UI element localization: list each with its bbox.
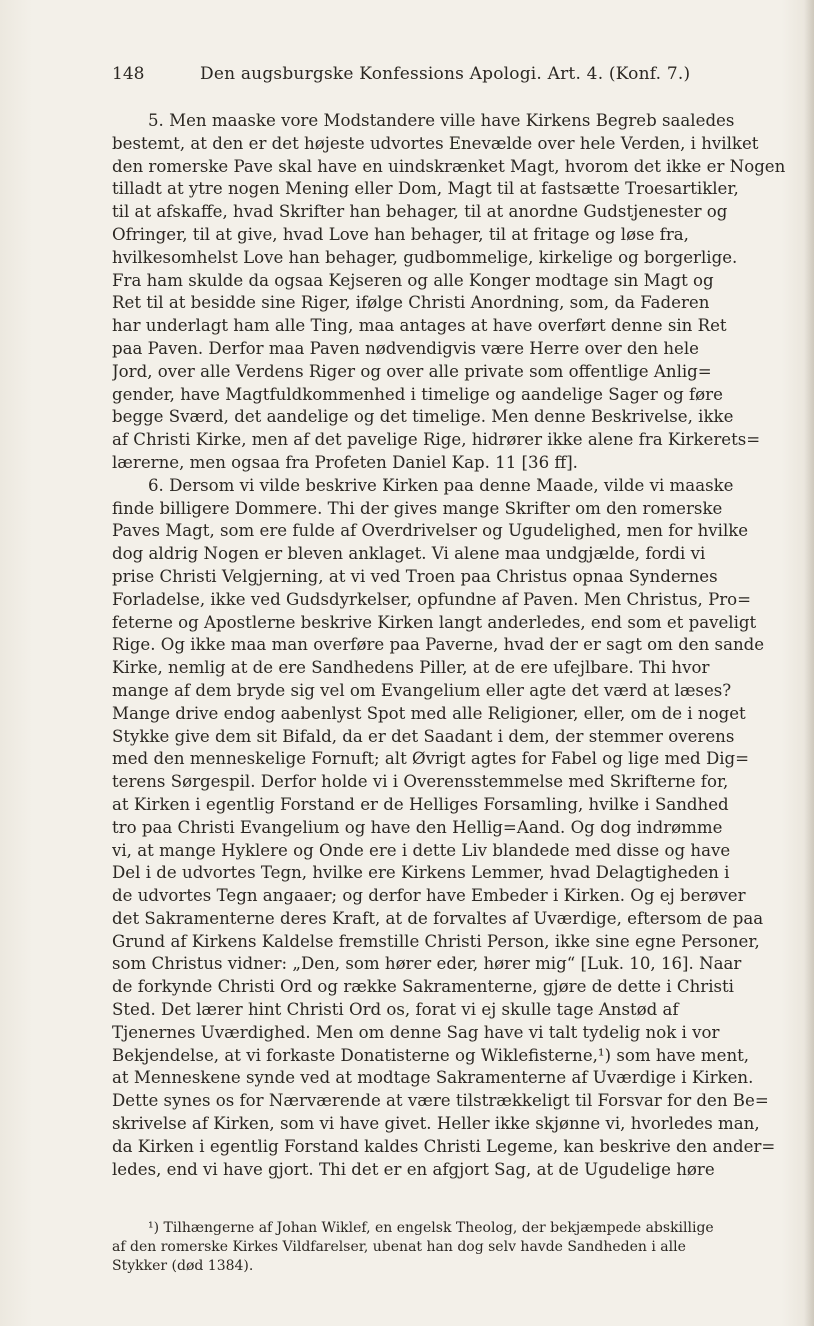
text-line: dog aldrig Nogen er bleven anklaget. Vi alene maa undgjælde, fordi vi	[112, 544, 706, 564]
footnote-line: Stykker (død 1384).	[112, 1258, 254, 1274]
text-line: terens Sørgespil. Derfor holde vi i Overensstemmelse med Skrifterne for,	[112, 772, 729, 792]
text-line: Tjenernes Uværdighed. Men om denne Sag have vi talt tydelig nok i vor	[112, 1022, 720, 1042]
running-head: Den augsburgske Konfessions Apologi. Art. 4. (Konf. 7.)	[200, 64, 691, 84]
text-line: mange af dem bryde sig vel om Evangelium eller agte det værd at læses?	[112, 680, 732, 700]
text-line: bestemt, at den er det højeste udvortes Enevælde over hele Verden, i hvilket	[112, 133, 759, 153]
footnote	[112, 1219, 792, 1276]
text-line: Ret til at besidde sine Riger, ifølge Christi Anordning, som, da Faderen	[112, 293, 710, 313]
text-line: til at afskaffe, hvad Skrifter han behager, til at anordne Gudstjenester og	[112, 202, 728, 222]
text-line: Jord, over alle Verdens Riger og over alle private som offentlige Anlig=	[112, 361, 712, 381]
text-line: de forkynde Christi Ord og række Sakramenterne, gjøre de dette i Christi	[112, 977, 734, 997]
text-line: de udvortes Tegn angaaer; og derfor have Embeder i Kirken. Og ej berøver	[112, 886, 746, 906]
text-line: 5. Men maaske vore Modstandere ville have Kirkens Begreb saaledes	[148, 111, 735, 130]
text-line: skrivelse af Kirken, som vi have givet. Heller ikke skjønne vi, hvorledes man,	[112, 1114, 760, 1134]
footnote-line: af den romerske Kirkes Vildfarelser, ubenat han dog selv havde Sandheden i alle	[112, 1239, 686, 1255]
text-line: Fra ham skulde da ogsaa Kejseren og alle Konger modtage sin Magt og	[112, 270, 714, 290]
text-line: Del i de udvortes Tegn, hvilke ere Kirkens Lemmer, hvad Delagtigheden i	[112, 863, 730, 883]
text-line: Sted. Det lærer hint Christi Ord os, forat vi ej skulle tage Anstød af	[112, 1000, 679, 1020]
text-line: den romerske Pave skal have en uindskrænket Magt, hvorom det ikke er Nogen	[112, 156, 786, 176]
text-line: gender, have Magtfuldkommenhed i timelige og aandelige Sager og føre	[112, 384, 723, 404]
footnote-line: ¹) Tilhængerne af Johan Wiklef, en engelsk Theolog, der bekjæmpede abskillige	[148, 1220, 714, 1236]
text-line: feterne og Apostlerne beskrive Kirken langt anderledes, end som et paveligt	[112, 612, 757, 632]
text-line: har underlagt ham alle Ting, maa antages at have overført denne sin Ret	[112, 316, 727, 336]
text-line: lærerne, men ogsaa fra Profeten Daniel Kap. 11 [36 ff].	[112, 452, 578, 472]
text-line: prise Christi Velgjerning, at vi ved Troen paa Christus opnaa Syndernes	[112, 566, 718, 586]
text-line: Paves Magt, som ere fulde af Overdrivelser og Ugudelighed, men for hvilke	[112, 521, 749, 541]
text-line: Stykke give dem sit Bifald, da er det Saadant i dem, der stemmer overens	[112, 726, 735, 746]
text-line: at Kirken i egentlig Forstand er de Helliges Forsamling, hvilke i Sandhed	[112, 794, 729, 814]
text-line: Ofringer, til at give, hvad Love han behager, til at fritage og løse fra,	[112, 224, 689, 244]
text-line: Dette synes os for Nærværende at være tilstrækkeligt til Forsvar for den Be=	[112, 1091, 769, 1111]
text-line: Grund af Kirkens Kaldelse fremstille Christi Person, ikke sine egne Personer,	[112, 931, 760, 951]
text-line: af Christi Kirke, men af det pavelige Rige, hidrører ikke alene fra Kirkerets=	[112, 430, 761, 450]
text-line: tilladt at ytre nogen Mening eller Dom, Magt til at fastsætte Troesartikler,	[112, 179, 739, 199]
page-number: 148	[112, 64, 145, 84]
body-text	[112, 110, 792, 1181]
text-line: vi, at mange Hyklere og Onde ere i dette Liv blandede med disse og have	[112, 840, 731, 860]
text-line: Rige. Og ikke maa man overføre paa Paverne, hvad der er sagt om den sande	[112, 635, 765, 655]
text-line: Mange drive endog aabenlyst Spot med alle Religioner, eller, om de i noget	[112, 703, 746, 723]
text-line: med den menneskelige Fornuft; alt Øvrigt agtes for Fabel og lige med Dig=	[112, 749, 750, 769]
text-line: ledes, end vi have gjort. Thi det er en afgjort Sag, at de Ugudelige høre	[112, 1159, 715, 1179]
page-header	[112, 64, 691, 90]
text-line: hvilkesomhelst Love han behager, gudbommelige, kirkelige og borgerlige.	[112, 247, 738, 267]
text-line: finde billigere Dommere. Thi der gives mange Skrifter om den romerske	[112, 498, 723, 518]
text-line: da Kirken i egentlig Forstand kaldes Christi Legeme, kan beskrive den ander=	[112, 1136, 776, 1156]
text-line: paa Paven. Derfor maa Paven nødvendigvis være Herre over den hele	[112, 338, 699, 358]
text-line: at Menneskene synde ved at modtage Sakramenterne af Uværdige i Kirken.	[112, 1068, 754, 1088]
page-spine-shadow	[804, 0, 814, 1326]
text-line: 6. Dersom vi vilde beskrive Kirken paa denne Maade, vilde vi maaske	[148, 475, 734, 495]
text-line: det Sakramenterne deres Kraft, at de forvaltes af Uværdige, eftersom de paa	[112, 908, 764, 928]
text-line: tro paa Christi Evangelium og have den Hellig=Aand. Og dog indrømme	[112, 817, 723, 837]
text-line: Forladelse, ikke ved Gudsdyrkelser, opfundne af Paven. Men Christus, Pro=	[112, 589, 752, 609]
text-line: Kirke, nemlig at de ere Sandhedens Piller, at de ere ufejlbare. Thi hvor	[112, 658, 710, 678]
text-line: som Christus vidner: „Den, som hører eder, hører mig“ [Luk. 10, 16]. Naar	[112, 954, 742, 974]
text-line: begge Sværd, det aandelige og det timelige. Men denne Beskrivelse, ikke	[112, 407, 734, 427]
text-line: Bekjendelse, at vi forkaste Donatisterne og Wiklefisterne,¹) som have ment,	[112, 1045, 750, 1065]
